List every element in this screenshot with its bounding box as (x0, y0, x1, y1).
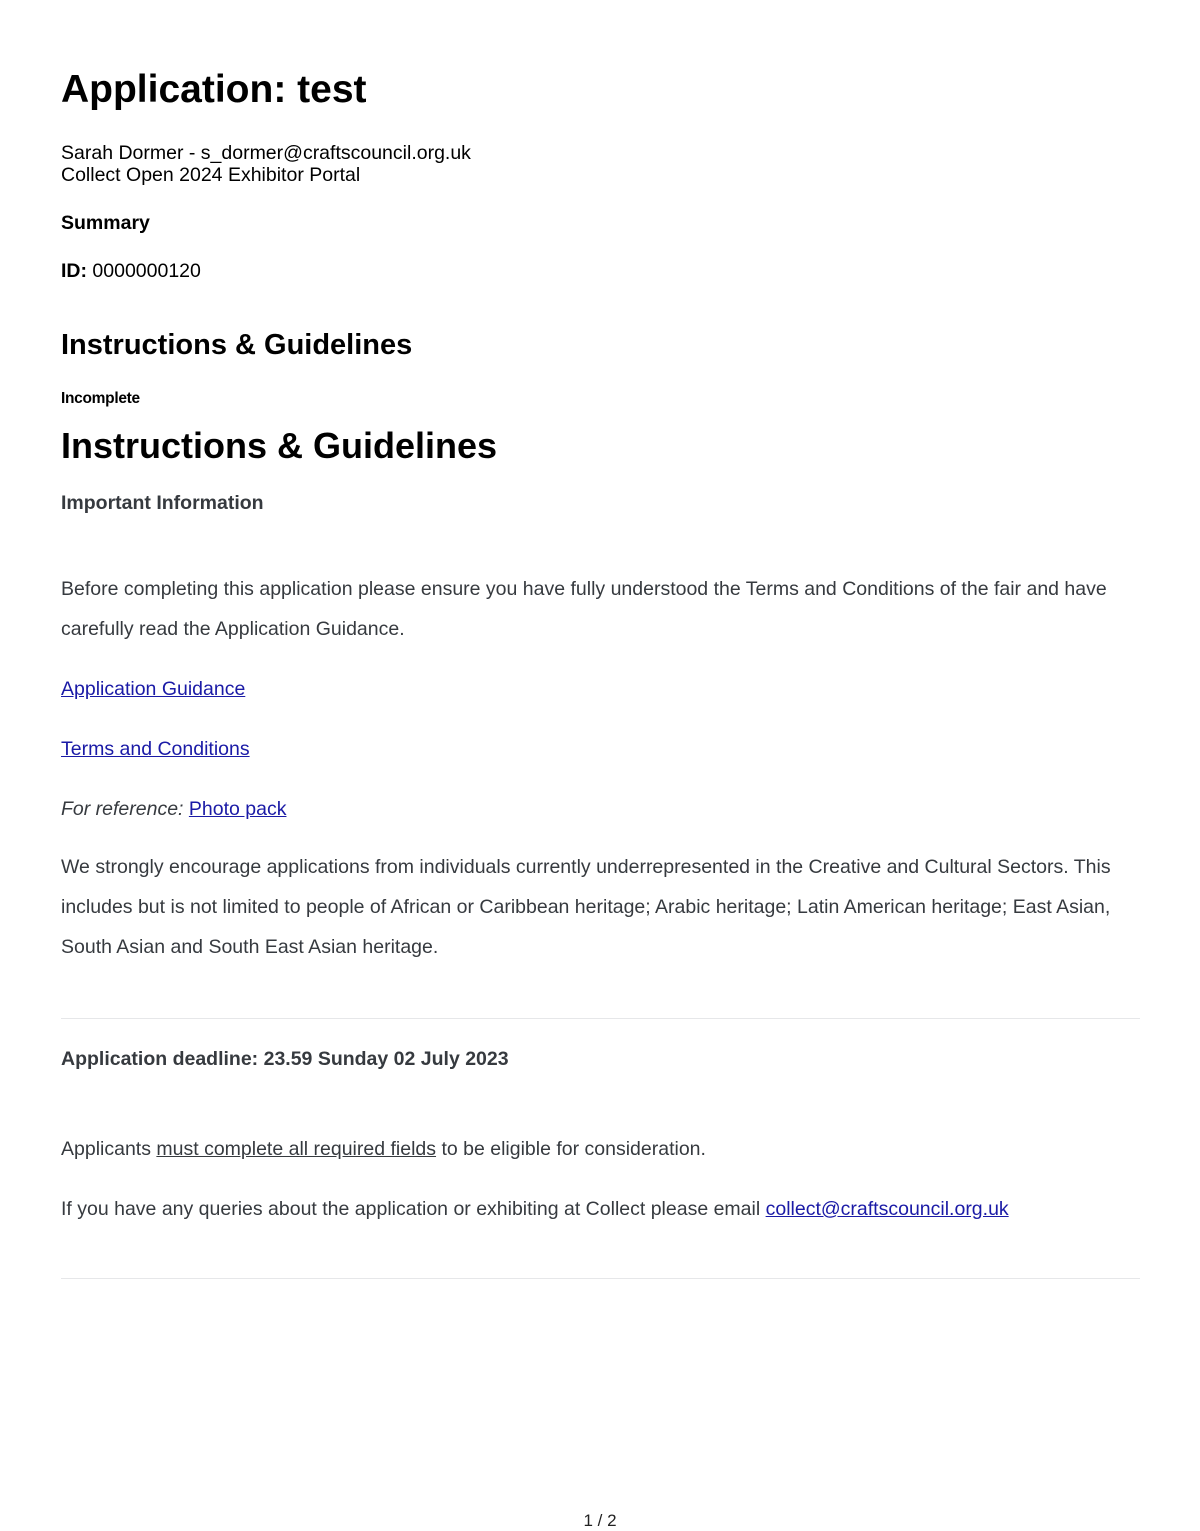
reference-paragraph (61, 789, 1140, 829)
contact-email-link[interactable]: collect@craftscouncil.org.uk (765, 1198, 1009, 1220)
queries-paragraph (61, 1189, 1140, 1229)
page-number: 1 / 2 (583, 1511, 617, 1530)
id-value: 0000000120 (87, 260, 201, 282)
encourage-paragraph: We strongly encourage applications from individuals currently underrepresented in the Creative and Cultural Sectors. This includes but is not limited to people of African or Caribbean heritage; Arabic heritage; Latin American heritage; East Asian, South Asian and South East Asian heritage. (61, 856, 1111, 958)
portal-line: Collect Open 2024 Exhibitor Portal (61, 164, 361, 186)
guidance-paragraph (61, 669, 1140, 709)
page-title: Application: test (61, 68, 367, 111)
required-fields-note: must complete all required fields (156, 1138, 437, 1160)
content-heading: Instructions & Guidelines (61, 425, 498, 466)
status-badge: Incomplete (61, 390, 140, 407)
photo-pack-link[interactable]: Photo pack (188, 798, 287, 820)
queries-text: If you have any queries about the application or exhibiting at Collect please email (61, 1198, 766, 1220)
summary-label: Summary (61, 212, 150, 234)
intro-paragraph: Before completing this application please ensure you have fully understood the Terms and Conditions of the fair and have carefully read the Application Guidance. (61, 578, 1107, 640)
applicant-meta (61, 142, 471, 186)
reference-prefix: For reference: (61, 798, 184, 820)
important-information-label: Important Information (61, 492, 264, 514)
application-id (61, 259, 201, 283)
terms-paragraph (61, 729, 1140, 769)
id-label: ID: (61, 260, 87, 282)
terms-and-conditions-link[interactable]: Terms and Conditions (61, 738, 250, 760)
applicant-line: Sarah Dormer - s_dormer@craftscouncil.org.uk (61, 142, 471, 164)
divider (61, 1018, 1140, 1019)
deadline-text: Application deadline: 23.59 Sunday 02 July 2023 (61, 1048, 509, 1070)
section-heading: Instructions & Guidelines (61, 329, 413, 361)
divider (61, 1278, 1140, 1279)
applicants-prefix: Applicants (61, 1138, 157, 1160)
applicants-suffix: to be eligible for consideration. (436, 1138, 706, 1160)
application-guidance-link[interactable]: Application Guidance (61, 678, 246, 700)
applicants-paragraph (61, 1129, 1140, 1169)
